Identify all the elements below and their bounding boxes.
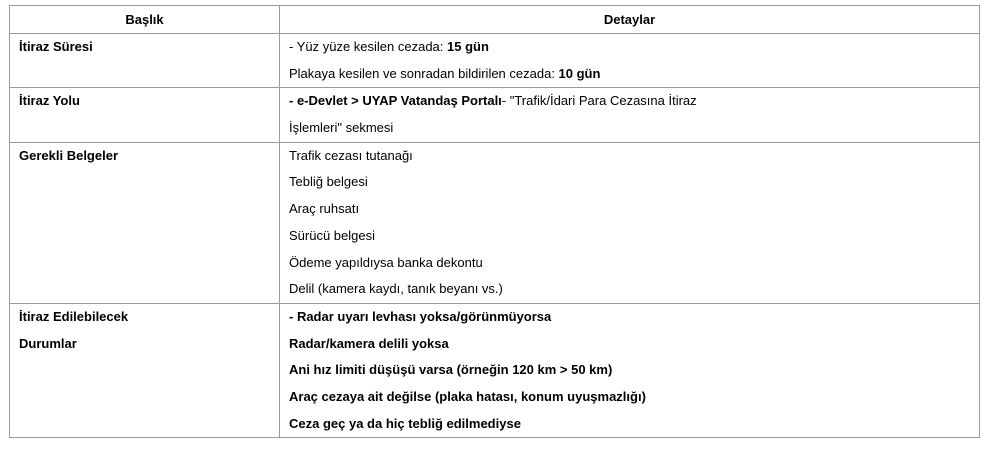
detail-text-bold: Ani hız limiti düşüşü varsa (örneğin 120 km > 50 km)	[289, 362, 613, 378]
row-title-text: Durumlar	[19, 335, 77, 351]
row-details-cell	[280, 88, 980, 142]
header-details: Detaylar	[280, 6, 980, 34]
detail-text-pre: Sürücü belgesi	[289, 227, 375, 243]
detail-line	[289, 169, 979, 196]
detail-text-bold: - Radar uyarı levhası yoksa/görünmüyorsa	[289, 308, 552, 324]
detail-line	[289, 143, 979, 170]
detail-line	[289, 384, 979, 411]
detail-line	[289, 223, 979, 250]
row-details-cell	[280, 303, 980, 437]
row-details-cell	[280, 34, 980, 88]
detail-line	[289, 304, 979, 331]
detail-text-bold: Ceza geç ya da hiç tebliğ edilmediyse	[289, 415, 521, 431]
row-title-cell	[10, 88, 280, 142]
detail-text-pre: Trafik cezası tutanağı	[289, 147, 413, 163]
table-row	[10, 88, 980, 142]
table-row	[10, 34, 980, 88]
detail-line	[289, 331, 979, 358]
document-table-wrapper	[9, 5, 979, 438]
table-row	[10, 142, 980, 303]
detail-text-pre: Delil (kamera kaydı, tanık beyanı vs.)	[289, 281, 503, 297]
detail-text-pre: İşlemleri" sekmesi	[289, 120, 394, 136]
detail-line	[289, 196, 979, 223]
detail-text-pre: Plakaya kesilen ve sonradan bildirilen cezada:	[289, 65, 559, 81]
detail-line	[289, 276, 979, 303]
detail-line	[289, 88, 979, 115]
detail-line	[289, 115, 979, 142]
detail-text-bold: 15 gün	[447, 39, 489, 54]
row-title-text: İtiraz Edilebilecek	[19, 308, 129, 324]
detail-text-bold: Radar/kamera delili yoksa	[289, 335, 449, 351]
row-title-text: İtiraz Yolu	[19, 93, 80, 109]
header-title: Başlık	[10, 6, 280, 34]
detail-text-bold: 10 gün	[558, 65, 601, 81]
detail-text-pre: Araç ruhsatı	[289, 201, 360, 217]
detail-line	[289, 34, 979, 61]
detail-line	[289, 250, 979, 277]
row-title-cell	[10, 34, 280, 88]
row-title-cell	[10, 142, 280, 303]
row-title-text: İtiraz Süresi	[19, 39, 93, 54]
detail-line	[289, 411, 979, 438]
row-title-cell	[10, 303, 280, 437]
detail-text-bold: - e-Devlet > UYAP Vatandaş Portalı	[289, 93, 502, 109]
objection-info-table	[9, 5, 980, 438]
detail-line	[289, 61, 979, 88]
detail-text-bold: Araç cezaya ait değilse (plaka hatası, konum uyuşmazlığı)	[289, 388, 646, 404]
detail-text-pre: - Yüz yüze kesilen cezada:	[289, 39, 448, 54]
detail-text-pre: Ödeme yapıldıysa banka dekontu	[289, 254, 483, 270]
detail-text-post: - "Trafik/İdari Para Cezasına İtiraz	[501, 93, 697, 109]
row-details-cell	[280, 142, 980, 303]
table-header-row	[10, 6, 980, 34]
table-body	[10, 34, 980, 438]
row-title-text: Gerekli Belgeler	[19, 147, 118, 163]
detail-line	[289, 357, 979, 384]
table-row	[10, 303, 980, 437]
detail-text-pre: Tebliğ belgesi	[289, 174, 368, 190]
